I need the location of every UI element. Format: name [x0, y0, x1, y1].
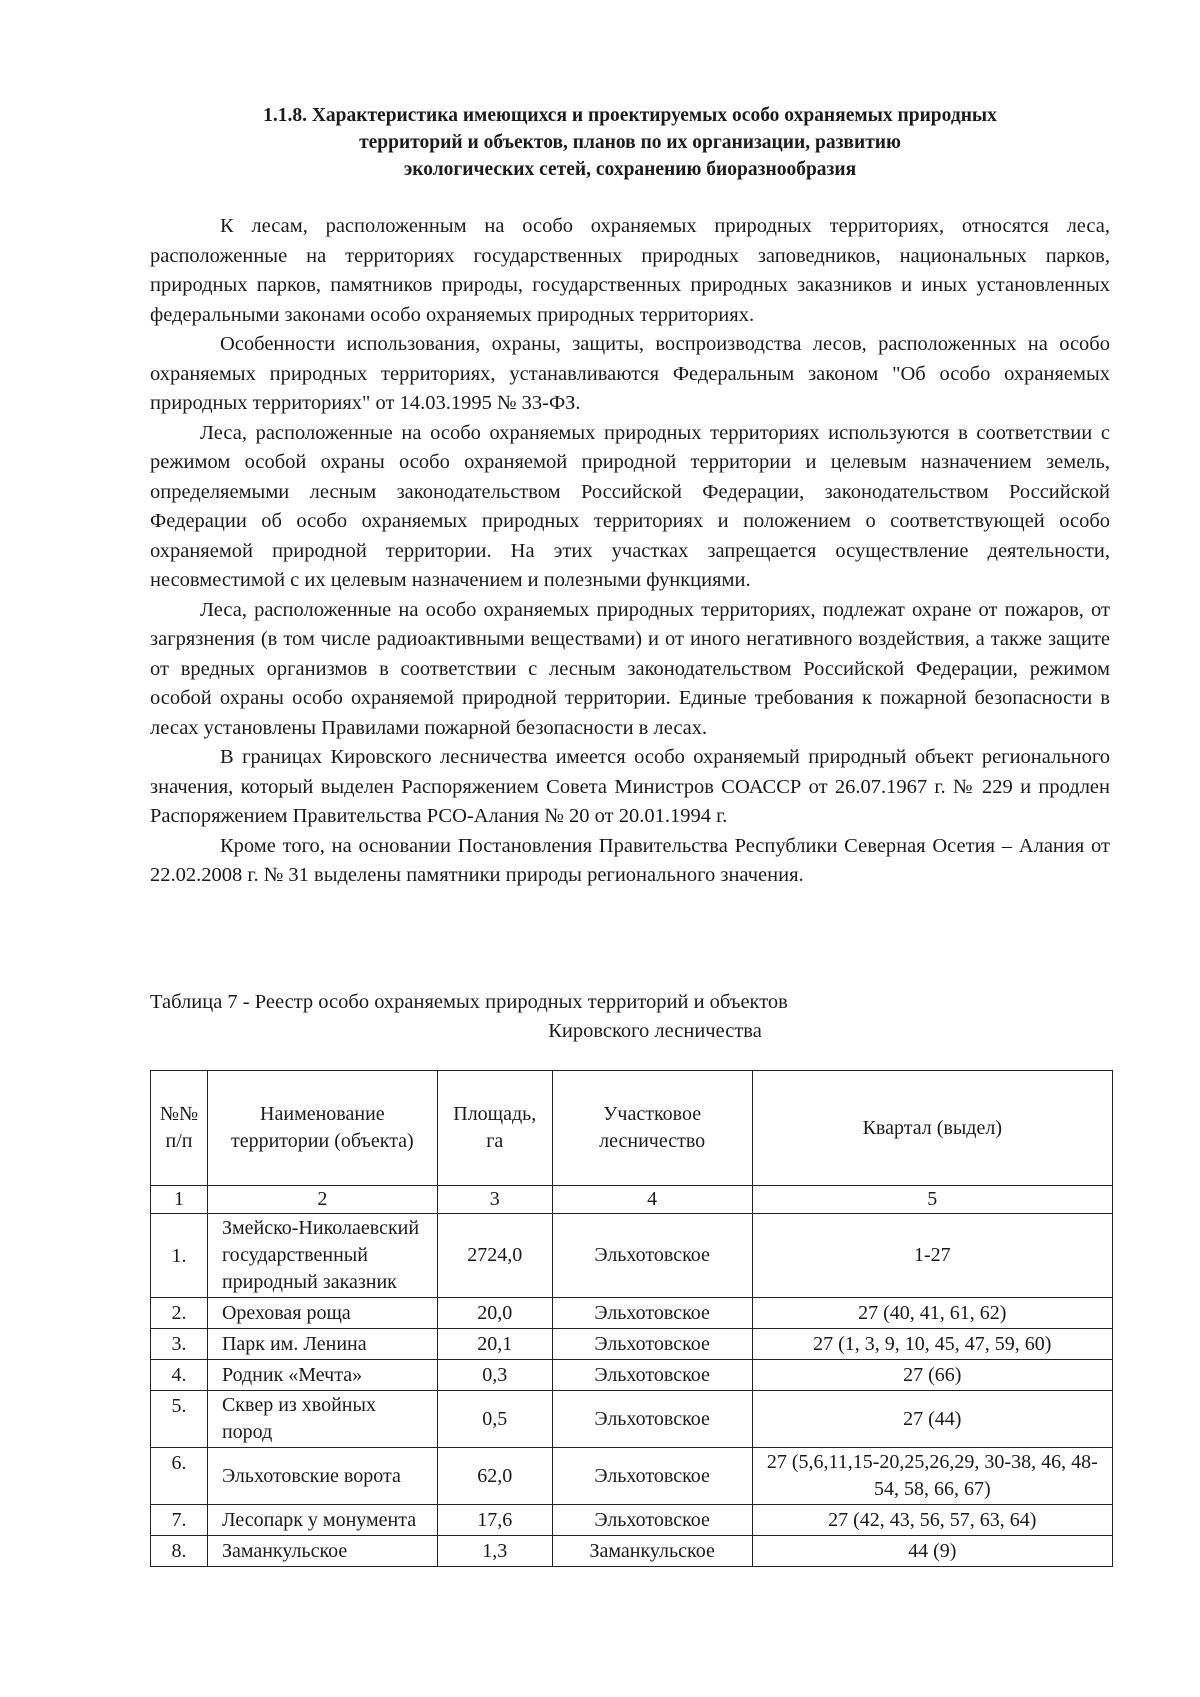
column-number: 4: [552, 1186, 752, 1214]
table-row: [151, 1329, 1113, 1360]
row-num: 4.: [151, 1360, 208, 1391]
row-district: Эльхотовское: [552, 1448, 752, 1505]
paragraph: Леса, расположенные на особо охраняемых природных территориях, подлежат охране от пожаров, от загрязнения (в том числе радиоактивными веществами) и от иного негативного воздействия, а также защите от вредных организмов в соответствии с лесным законодательством Российской Федерации, режимом особой охраны особо охраняемой природной территории. Единые требования к пожарной безопасности в лесах установлены Правилами пожарной безопасности в лесах.: [150, 598, 1110, 739]
row-num: 7.: [151, 1505, 208, 1536]
row-name: Парк им. Ленина: [207, 1329, 437, 1360]
row-quarter: 27 (42, 43, 56, 57, 63, 64): [752, 1505, 1112, 1536]
table-caption: [150, 988, 1110, 1046]
row-name: Эльхотовские ворота: [207, 1448, 437, 1505]
row-district: Эльхотовское: [552, 1391, 752, 1448]
registry-table: [150, 1070, 1113, 1567]
heading-line: экологических сетей, сохранению биоразнообразия: [403, 159, 857, 180]
row-quarter: 27 (66): [752, 1360, 1112, 1391]
column-number: 5: [752, 1186, 1112, 1214]
table-row: [151, 1214, 1113, 1298]
header-area: Площадь, га: [437, 1071, 552, 1186]
header-quarter: Квартал (выдел): [752, 1071, 1112, 1186]
table-row: [151, 1505, 1113, 1536]
paragraph: К лесам, расположенным на особо охраняемых природных территориях, относятся леса, расположенные на территориях государственных природных заповедников, национальных парков, природных парков, памятников природы, государственных природных заказников и иных установленных федеральными законами особо охраняемых природных территориях.: [150, 215, 1110, 326]
row-area: 0,3: [437, 1360, 552, 1391]
row-num: 3.: [151, 1329, 208, 1360]
paragraph: Особенности использования, охраны, защиты, воспроизводства лесов, расположенных на особо охраняемых природных территориях, устанавливаются Федеральным законом "Об особо охраняемых природных территориях" от 14.03.1995 № 33-ФЗ.: [150, 333, 1110, 414]
section-heading: [150, 102, 1110, 183]
row-name: Змейско-Николаевский государственный природный заказник: [207, 1214, 437, 1298]
table-row: [151, 1536, 1113, 1567]
paragraph: Кроме того, на основании Постановления Правительства Республики Северная Осетия – Алания от 22.02.2008 г. № 31 выделены памятники природы регионального значения.: [150, 834, 1110, 886]
header-num: №№ п/п: [151, 1071, 208, 1186]
column-number: 2: [207, 1186, 437, 1214]
row-quarter: 27 (44): [752, 1391, 1112, 1448]
row-num: 5.: [151, 1391, 208, 1448]
paragraph: В границах Кировского лесничества имеется особо охраняемый природный объект регионального значения, который выделен Распоряжением Совета Министров СОАССР от 26.07.1967 г. № 229 и продлен Распоряжением Правительства РСО-Алания № 20 от 20.01.1994 г.: [150, 746, 1110, 827]
heading-line: 1.1.8. Характеристика имеющихся и проектируемых особо охраняемых природных: [263, 105, 997, 126]
table-header-row: [151, 1071, 1113, 1186]
table-caption-line: Кировского лесничества: [548, 1020, 762, 1042]
row-district: Заманкульское: [552, 1536, 752, 1567]
column-number: 1: [151, 1186, 208, 1214]
header-district: Участковое лесничество: [552, 1071, 752, 1186]
row-name: Лесопарк у монумента: [207, 1505, 437, 1536]
row-district: Эльхотовское: [552, 1214, 752, 1298]
row-quarter: 1-27: [752, 1214, 1112, 1298]
column-number: 3: [437, 1186, 552, 1214]
row-num: 1.: [151, 1214, 208, 1298]
row-quarter: 27 (1, 3, 9, 10, 45, 47, 59, 60): [752, 1329, 1112, 1360]
row-quarter: 27 (40, 41, 61, 62): [752, 1298, 1112, 1329]
row-area: 20,0: [437, 1298, 552, 1329]
body-text: [150, 212, 1110, 891]
row-name: Сквер из хвойных пород: [207, 1391, 437, 1448]
table-row: [151, 1298, 1113, 1329]
row-area: 62,0: [437, 1448, 552, 1505]
header-name: Наименование территории (объекта): [207, 1071, 437, 1186]
row-quarter: 27 (5,6,11,15-20,25,26,29, 30-38, 46, 48-54, 58, 66, 67): [752, 1448, 1112, 1505]
row-name: Родник «Мечта»: [207, 1360, 437, 1391]
row-area: 1,3: [437, 1536, 552, 1567]
table-row: [151, 1360, 1113, 1391]
row-name: Заманкульское: [207, 1536, 437, 1567]
row-area: 20,1: [437, 1329, 552, 1360]
paragraph: Леса, расположенные на особо охраняемых природных территориях используются в соответствии с режимом особой охраны особо охраняемой природной территории и целевым назначением земель, определяемыми лесным законодательством Российской Федерации, законодательством Российской Федерации об особо охраняемых природных территориях и положением о соответствующей особо охраняемой природной территории. На этих участках запрещается осуществление деятельности, несовместимой с их целевым назначением и полезными функциями.: [150, 421, 1110, 591]
row-num: 8.: [151, 1536, 208, 1567]
row-district: Эльхотовское: [552, 1505, 752, 1536]
column-numbers-row: [151, 1186, 1113, 1214]
row-district: Эльхотовское: [552, 1329, 752, 1360]
table-row: [151, 1391, 1113, 1448]
row-area: 2724,0: [437, 1214, 552, 1298]
heading-line: территорий и объектов, планов по их организации, развитию: [359, 132, 901, 153]
table-row: [151, 1448, 1113, 1505]
row-area: 0,5: [437, 1391, 552, 1448]
row-quarter: 44 (9): [752, 1536, 1112, 1567]
table-caption-line: Таблица 7 - Реестр особо охраняемых природных территорий и объектов: [150, 991, 788, 1013]
row-area: 17,6: [437, 1505, 552, 1536]
row-name: Ореховая роща: [207, 1298, 437, 1329]
row-district: Эльхотовское: [552, 1360, 752, 1391]
row-num: 2.: [151, 1298, 208, 1329]
row-num: 6.: [151, 1448, 208, 1505]
row-district: Эльхотовское: [552, 1298, 752, 1329]
